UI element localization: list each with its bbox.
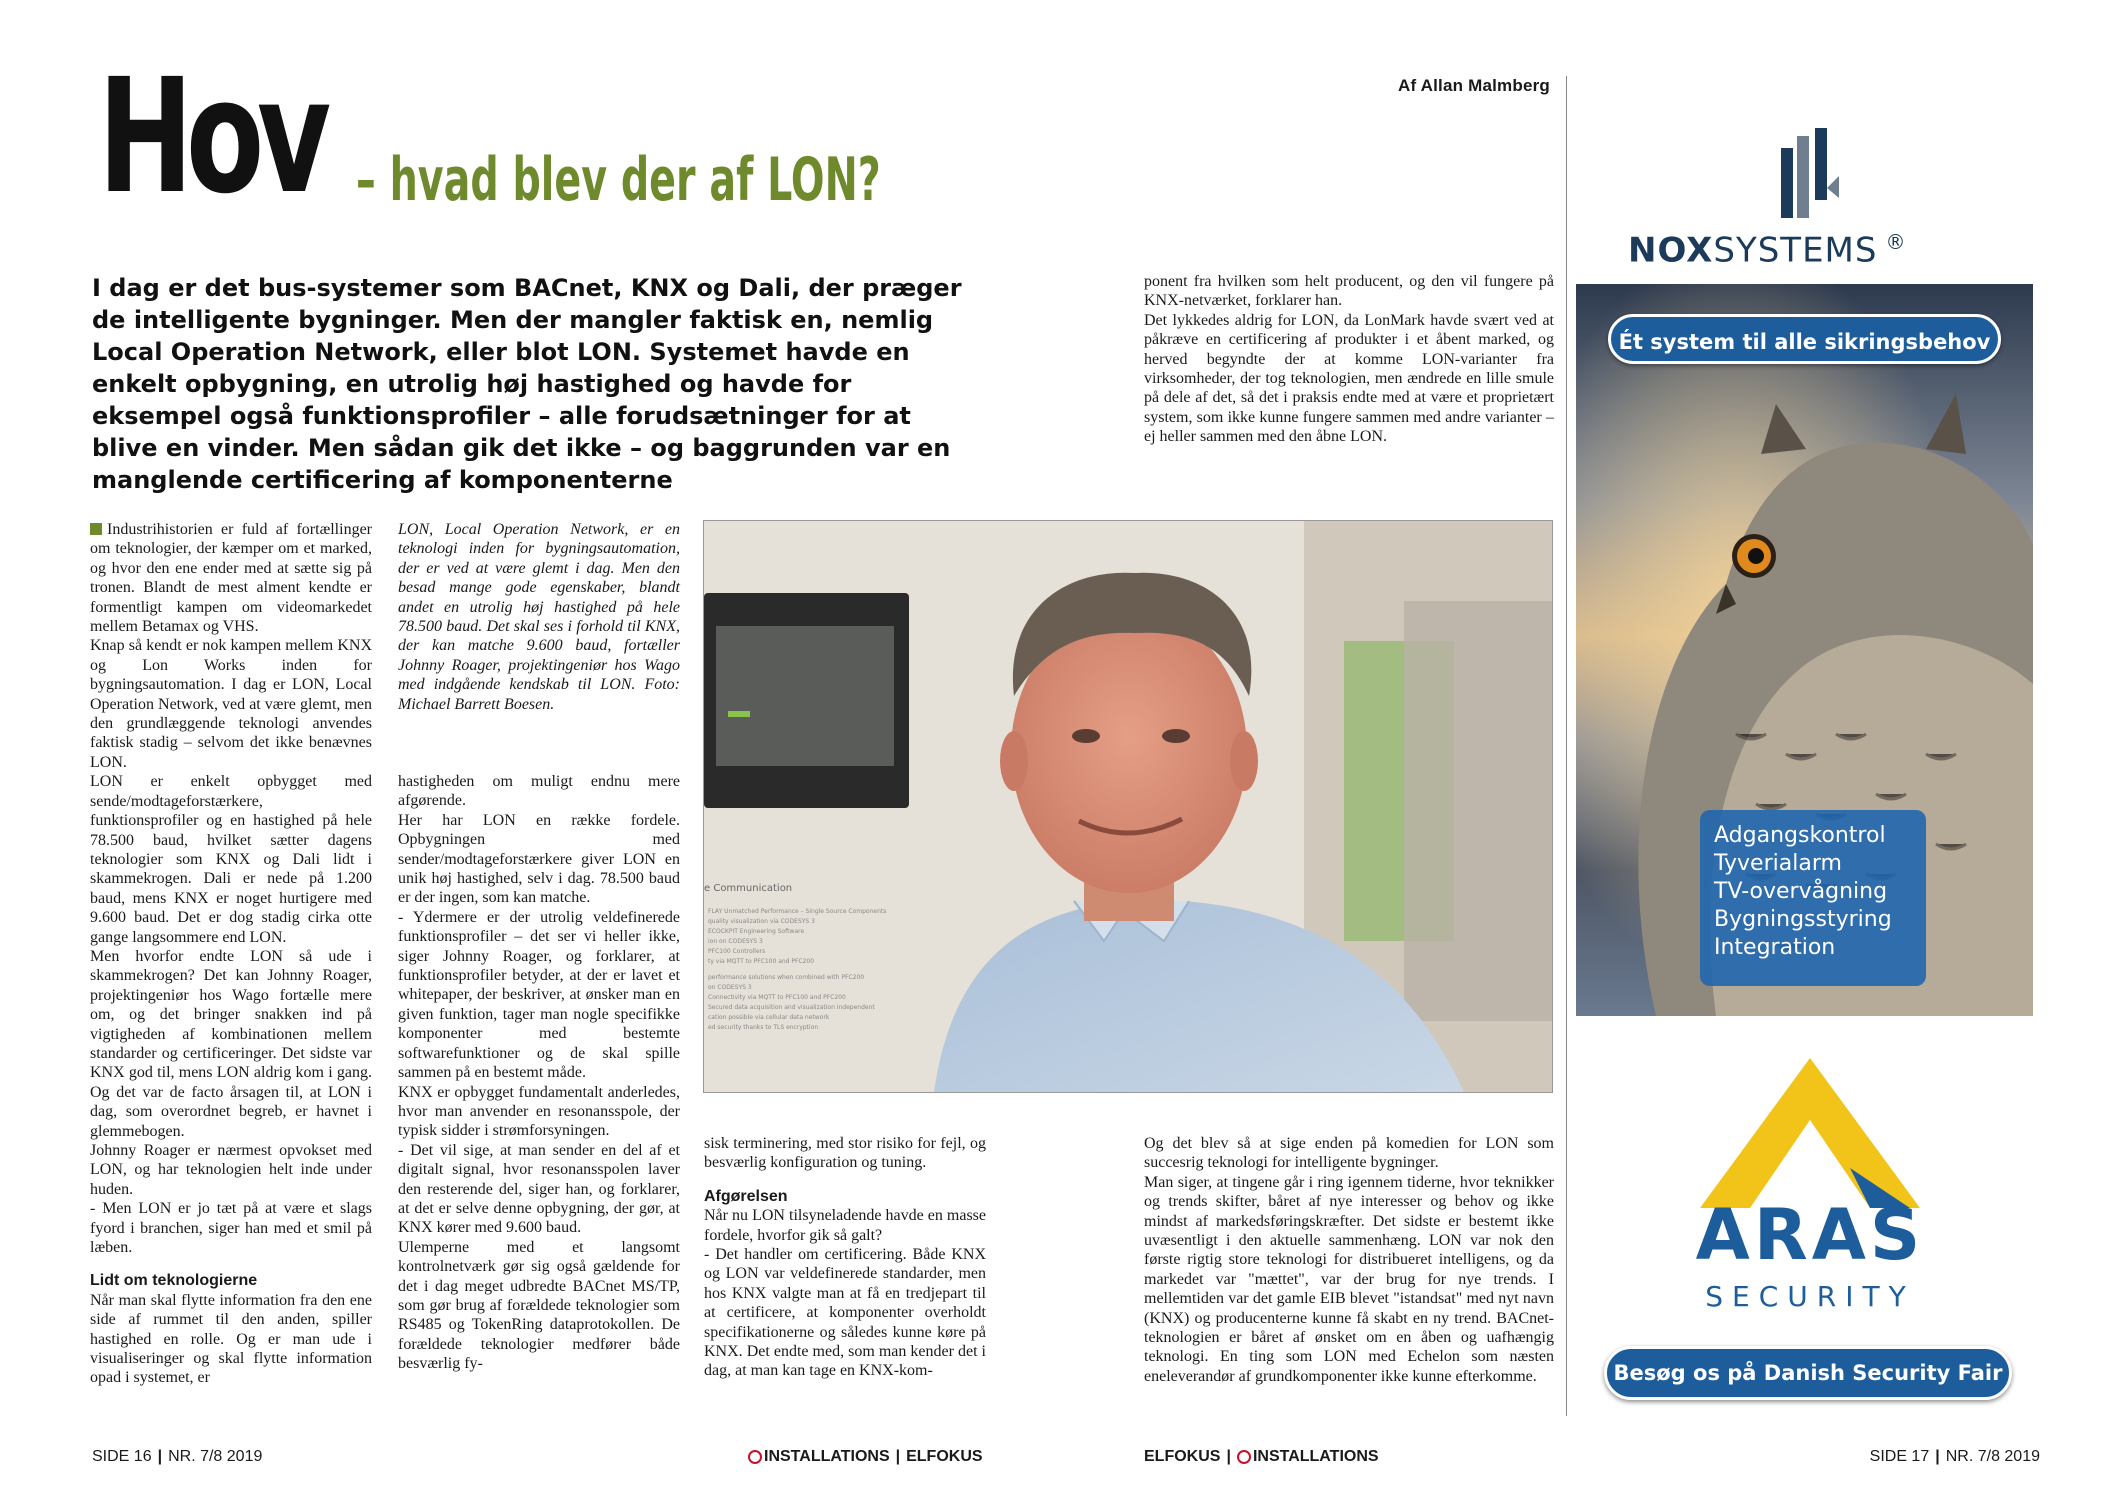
installations-logo-icon bbox=[1237, 1450, 1251, 1464]
paragraph: Når nu LON tilsyneladende havde en masse fordele, hvorfor gik så galt? bbox=[704, 1207, 986, 1244]
wall-line: ty via MQTT to PFC100 and PFC200 bbox=[708, 958, 815, 965]
wall-line: performance solutions when combined with PFC200 bbox=[708, 974, 865, 981]
portrait-photo bbox=[703, 520, 1553, 1093]
brand-installations: INSTALLATIONS bbox=[1252, 1448, 1379, 1465]
headline bbox=[98, 45, 881, 229]
paragraph: Ulemperne med et langsomt kontrolnetværk gør sig også gældende for det i dag meget udbredte BACnet MS/TP, som gør brug af forældede teknologier som RS485 og TokenRing dataprotokollen. De forældede teknologier medfører både besværlig fy- bbox=[398, 1238, 680, 1373]
aras-wordmark: ARAS bbox=[1695, 1194, 1925, 1276]
wall-line: ECOCKPIT Engineering Software bbox=[708, 928, 805, 935]
paragraph: Når man skal flytte information fra den ene side af rummet til den anden, spiller hastighed en rolle. Og er man ude i visualiseringer og skal flytte information opad i systemet, er bbox=[90, 1291, 372, 1387]
green-square-icon bbox=[90, 523, 102, 535]
aras-security-label: SECURITY bbox=[1705, 1280, 1915, 1313]
paragraph: LON er enkelt opbygget med sende/modtageforstærkere, funktionsprofiler og en hastighed på hele 78.500 baud, hvilket sætter dagens teknologier som KNX og Dali lidt i skammekrogen. Dali er nede på 1.200 baud, mens KNX er noget hurtigere med 9.600 baud. Det er dog stadig cirka otte gange langsommere end LON. bbox=[90, 773, 372, 946]
subheading: Lidt om teknologierne bbox=[90, 1272, 258, 1290]
paragraph: Industrihistorien er fuld af fortællinger om teknologier, der kæmper om et marked, og hvor den ene ender med at sætte sig på tronen. Blandt de mest alment kendte er formentligt kampen om videomarkedet mellem Betamax og VHS. bbox=[90, 521, 372, 636]
paragraph: Johnny Roager er nærmest opvokset med LON, og har teknologien helt inde under huden. bbox=[90, 1142, 372, 1198]
feature-item: Integration bbox=[1714, 935, 1836, 960]
wall-line: Secured data acquisition and visualization independent bbox=[708, 1004, 875, 1011]
wall-heading: e Communication bbox=[704, 883, 793, 894]
tagline-badge: Ét system til alle sikringsbehov bbox=[1608, 314, 2001, 364]
paragraph: KNX er opbygget fundamentalt anderledes, hvor man anvender en resonansspole, der typisk sidder i strømforsyningen. bbox=[398, 1083, 680, 1140]
lead-paragraph: I dag er det bus-systemer som BACnet, KNX og Dali, der præger de intelligente bygninger. Men der mangler faktisk en, nemlig Local Operation Network, eller blot LON. Systemet havde en enkelt opbygning, en utrolig høj hastighed og havde for eksempel også funktionsprofiler – alle forudsætninger for at blive en vinder. Men sådan gik det ikke – og baggrunden var en manglende certificering af komponenterne bbox=[92, 274, 962, 494]
article-column-2 bbox=[398, 772, 680, 1374]
paragraph: Det lykkedes aldrig for LON, da LonMark havde svært ved at påkræve en certificering af produkter i et åbent marked, og herved begyndte der at komme LON-varianter fra virksomheder, der tog teknologien, men ændrede en lille smule på dele af det, så det i praksis endte med at være et proprietært system, som ikke kunne fungere sammen med andre varianter – ej heller sammen med den åbne LON. bbox=[1144, 311, 1554, 446]
brand-installations: INSTALLATIONS bbox=[764, 1448, 890, 1465]
paragraph: hastigheden om muligt endnu mere afgørende. bbox=[398, 773, 680, 810]
brand-elfokus: ELFOKUS bbox=[1144, 1448, 1221, 1465]
paragraph: sisk terminering, med stor risiko for fejl, og besværlig konfiguration og tuning. bbox=[704, 1135, 986, 1172]
footer-right: SIDE 17 | NR. 7/8 2019 bbox=[1869, 1448, 2040, 1465]
subheading: Afgørelsen bbox=[704, 1187, 788, 1205]
paragraph: - Det handler om certificering. Både KNX og LON var veldefinerede standarder, men hos KNX valgte man at få en tredjepart til at certificere, at komponenter overholdt specifikationerne og således kunne køre på KNX. Det endte med, som man kender det i dag, at man kan tage en KNX-kom- bbox=[704, 1246, 986, 1380]
noxsystems-wordmark: NOXSYSTEMS ® bbox=[1628, 230, 1907, 271]
noxsystems-logo-icon bbox=[1775, 128, 1845, 218]
feature-item: Tyverialarm bbox=[1714, 851, 1842, 876]
footer-brand-right: ELFOKUS | INSTALLATIONS bbox=[1144, 1448, 1379, 1465]
article-column-1 bbox=[90, 520, 372, 1388]
page-number: SIDE 16 bbox=[92, 1448, 152, 1465]
footer-left: SIDE 16 | NR. 7/8 2019 bbox=[92, 1448, 263, 1465]
wall-line: cation possible via cellular data network bbox=[708, 1014, 830, 1021]
article-column-3 bbox=[704, 1134, 986, 1381]
wall-line: Connectivity via MQTT to PFC100 and PFC200 bbox=[708, 994, 846, 1001]
feature-item: TV-overvågning bbox=[1714, 879, 1888, 904]
issue-number: NR. 7/8 2019 bbox=[168, 1448, 263, 1465]
article-column-4-top bbox=[1144, 272, 1554, 447]
feature-item: Bygningsstyring bbox=[1714, 907, 1892, 932]
wall-line: on CODESYS 3 bbox=[708, 984, 752, 991]
portrait-illustration bbox=[704, 521, 1552, 1092]
photo-caption: LON, Local Operation Network, er en teknologi inden for bygningsautomation, der er ved at være glemt i dag. Men den besad mange gode egenskaber, blandt andet en utrolig høj hastighed på hele 78.500 baud. Det skal ses i forhold til KNX, der kan matche 9.600 baud, fortæller Johnny Roager, projektingeniør hos Wago med indgående kendskab til LON. Foto: Michael Barrett Boesen. bbox=[398, 521, 680, 713]
paragraph: Man siger, at tingene går i ring igennem tiderne, hvor teknikker og trends skifter, båret af nye interesser og behov og ikke mindst af markedsføringskræfter. Det sidste er bestemt ikke uvæsentligt i den aktuelle sammenhæng. LON var nok den første rigtig store teknologi for distribueret intelligens, og da markedet var "mættet", var der brug for nye trends. I mellemtiden var det gamle EIB blevet "istandsat" med nyt navn (KNX) og producenterne kunne få skabt en ny trend. BACnet-teknologien er båret af ønsket om en åben og uafhængig teknologi. En ting som LON med Echelon som næsten eneleverandør af grundkomponenter ikke kunne efterkomme. bbox=[1144, 1173, 1554, 1385]
brand-elfokus: ELFOKUS bbox=[906, 1448, 983, 1465]
aras-logo-icon bbox=[1700, 1058, 1920, 1208]
byline: Af Allan Malmberg bbox=[1397, 76, 1550, 95]
feature-list bbox=[1700, 810, 1926, 986]
headline-sub: – hvad blev der af LON? bbox=[356, 145, 881, 215]
wall-line: PFC100 Controllers bbox=[708, 948, 766, 955]
fair-visit-button[interactable]: Besøg os på Danish Security Fair bbox=[1604, 1346, 2012, 1400]
paragraph: Knap så kendt er nok kampen mellem KNX og Lon Works inden for bygningsautomation. I dag er LON, Local Operation Network, ved at være glemt, men den grundlæggende teknologi anvendes faktisk stadig – selvom det ikke benævnes LON. bbox=[90, 637, 372, 771]
column-divider bbox=[1566, 76, 1567, 1416]
paragraph: ponent fra hvilken som helt producent, og den vil fungere på KNX-netværket, forklarer han. bbox=[1144, 273, 1554, 310]
article-column-4 bbox=[1144, 1134, 1554, 1386]
page-number: SIDE 17 bbox=[1869, 1448, 1930, 1465]
wall-line: ed security thanks to TLS encryption bbox=[708, 1024, 819, 1031]
paragraph: - Men LON er jo tæt på at være et slags fyord i branchen, siger han med et smil på læben. bbox=[90, 1200, 372, 1257]
paragraph: Men hvorfor endte LON så ude i skammekrogen? Det kan Johnny Roager, projektingeniør hos Wago fortælle mere om, og det bringer snakken ind på vigtigheden af kombinationen mellem standarder og certificeringer. Det sidste var KNX god til, mens LON aldrig kom i gang. Og det var de facto årsagen til, at LON i dag, som overordnet begreb, er havnet i glemmebogen. bbox=[90, 947, 372, 1140]
paragraph: - Ydermere er der utrolig veldefinerede funktionsprofiler – det ser vi heller ikke, siger Johnny Roager, og forklarer, at funktionsprofiler betyder, at der er lavet et whitepaper, der beskriver, at ønsker man en given funktion, tager man nogle specifikke komponenter med bestemte softwarefunktioner og de skal spille sammen på en bestemt måde. bbox=[398, 908, 680, 1082]
feature-item: Adgangskontrol bbox=[1714, 823, 1886, 848]
paragraph: Og det blev så at sige enden på komedien for LON som succesrig teknologi for intelligente bygninger. bbox=[1144, 1135, 1554, 1172]
wall-line: ion on CODESYS 3 bbox=[708, 938, 763, 945]
paragraph: Her har LON en række fordele. Opbygningen med sender/modtageforstærkere giver LON en unik høj hastighed, selv i dag. 78.500 baud er der ingen, som kan matche. bbox=[398, 811, 680, 907]
installations-logo-icon bbox=[748, 1450, 762, 1464]
wall-line: FLAY Unmatched Performance – Single Source Components bbox=[708, 908, 887, 915]
wall-line: quality visualization via CODESYS 3 bbox=[708, 918, 815, 925]
footer-brand-left: INSTALLATIONS | ELFOKUS bbox=[748, 1448, 983, 1466]
issue-number: NR. 7/8 2019 bbox=[1945, 1448, 2040, 1465]
headline-main: Hov bbox=[98, 45, 324, 229]
paragraph: - Det vil sige, at man sender en del af et digitalt signal, hvor resonansspolen laver den resterende del, siger han, og forklarer, at det er selve denne opbygning, der gør, at KNX kører med 9.600 baud. bbox=[398, 1141, 680, 1237]
